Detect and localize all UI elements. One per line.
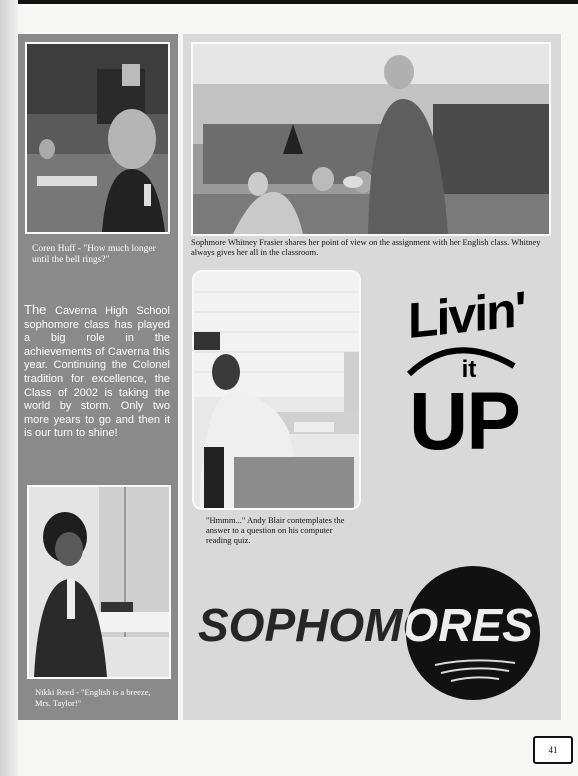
title-up: UP [409, 376, 519, 467]
page-gutter-shadow [0, 0, 18, 776]
title-sophomores: SOPHOMORES [198, 599, 533, 651]
caption-coren-huff: Coren Huff - "How much longer until the bell rings?" [32, 244, 156, 265]
photo-andy-blair [192, 270, 361, 510]
photo-coren-huff [25, 42, 170, 234]
caption-andy-blair: "Hmmm..." Andy Blair contemplates the answer to a question on his computer reading quiz. [206, 515, 345, 545]
intro-lead: The [24, 302, 47, 317]
title-it: it [461, 356, 477, 383]
intro-text: Caverna High School sophomore class has played a big role in the achievements of Caverna this year. Continuing the Colonel tradition for excellence, the Class of 2002 is taking the world by storm. Only two more years to go and then it is our turn to shine! [24, 305, 170, 440]
intro-paragraph [24, 303, 170, 441]
caption-whitney-frasier: Sophmore Whitney Frasier shares her point of view on the assignment with her English class. Whitney always gives her all in the classroom. [191, 237, 541, 257]
page-top-edge [0, 0, 578, 4]
photo-whitney-frasier [191, 42, 551, 236]
title-livin: Livin' [408, 280, 525, 350]
photo-nikki-reed [27, 485, 171, 679]
livin-it-up-title [404, 280, 525, 467]
caption-nikki-reed: Nikki Reed - "English is a breeze, Mrs. Taylor!" [35, 687, 151, 708]
page-number: 41 [533, 736, 573, 764]
